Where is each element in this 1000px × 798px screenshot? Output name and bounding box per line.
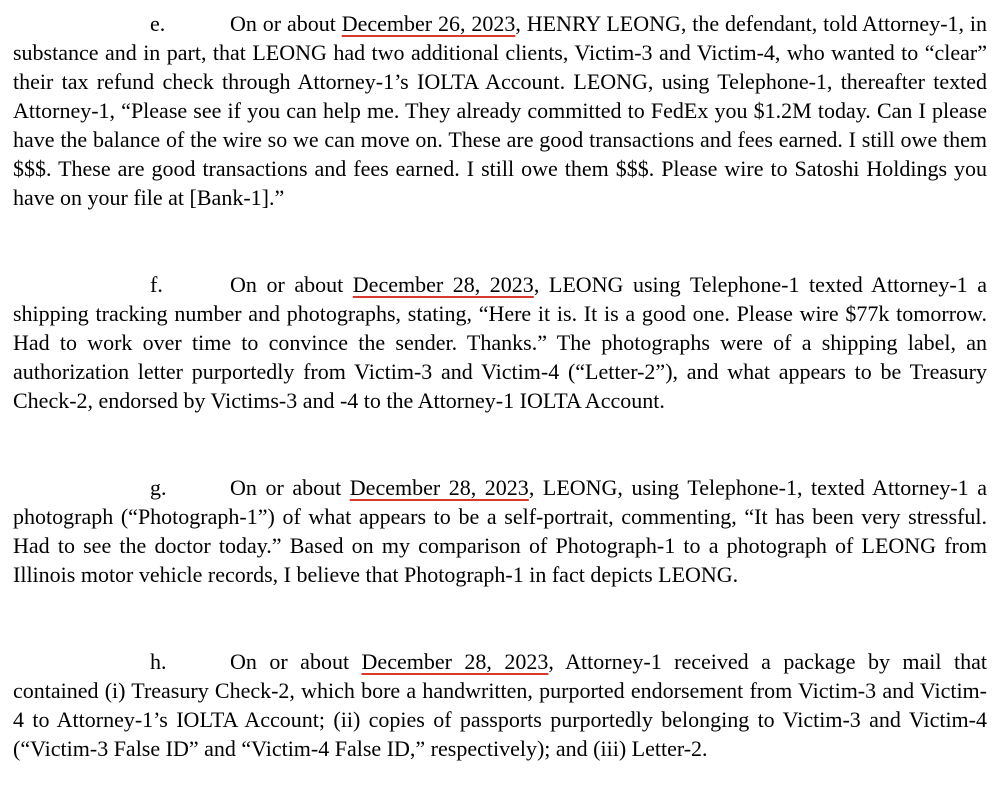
paragraph-text: , HENRY LEONG, the defendant, told Attorney-1, in substance and in part, that LEONG had two additional clients, Victim-3 and Victim-4, who wanted to “clear” their tax refund check through Attorney-1’s IOLTA Account. LEONG, using Telephone-1, thereafter texted Attorney-1, “Please see if you can help me. They already committed to FedEx you $1.2M today. Can I please have the balance of the wire so we can move on. These are good transactions and fees earned. I still owe them $$$. These are good transactions and fees earned. I still owe them $$$. Please wire to Satoshi Holdings you have on your file at [Bank-1].”	[13, 11, 988, 210]
highlighted-date: December 28, 2023	[361, 649, 549, 674]
highlighted-date: December 28, 2023	[352, 272, 534, 297]
highlighted-date: December 28, 2023	[349, 475, 529, 500]
paragraph-e	[13, 9, 987, 212]
highlighted-date: December 26, 2023	[341, 11, 516, 36]
paragraph-text: , Attorney-1 received a package by mail that contained (i) Treasury Check-2, which bore a handwritten, purported endorsement from Victim-3 and Victim-4 to Attorney-1’s IOLTA Account; (ii) copies of passports purportedly belonging to Victim-3 and Victim-4 (“Victim-3 False ID” and “Victim-4 False ID,” respectively); and (iii) Letter-2.	[13, 649, 988, 761]
paragraph-g	[13, 473, 987, 589]
paragraph-h	[13, 647, 987, 763]
paragraph-lead: On or about	[230, 649, 362, 674]
paragraph-lead: On or about	[230, 272, 353, 297]
paragraph-letter: e.	[150, 11, 166, 36]
paragraph-lead: On or about	[230, 11, 342, 36]
paragraph-f	[13, 270, 987, 415]
paragraph-letter: f.	[150, 272, 163, 297]
paragraph-letter: h.	[150, 649, 167, 674]
paragraph-text: , LEONG using Telephone-1 texted Attorney-1 a shipping tracking number and photographs, stating, “Here it is. It is a good one. Please wire $77k tomorrow. Had to work over time to convince the sender. Thanks.” The photographs were of a shipping label, an authorization letter purportedly from Victim-3 and Victim-4 (“Letter-2”), and what appears to be Treasury Check-2, endorsed by Victims-3 and -4 to the Attorney-1 IOLTA Account.	[13, 272, 987, 413]
paragraph-text: , LEONG, using Telephone-1, texted Attorney-1 a photograph (“Photograph-1”) of what appears to be a self-portrait, commenting, “It has been very stressful. Had to see the doctor today.” Based on my comparison of Photograph-1 to a photograph of LEONG from Illinois motor vehicle records, I believe that Photograph-1 in fact depicts LEONG.	[13, 475, 987, 587]
paragraph-lead: On or about	[230, 475, 350, 500]
paragraph-letter: g.	[150, 475, 167, 500]
